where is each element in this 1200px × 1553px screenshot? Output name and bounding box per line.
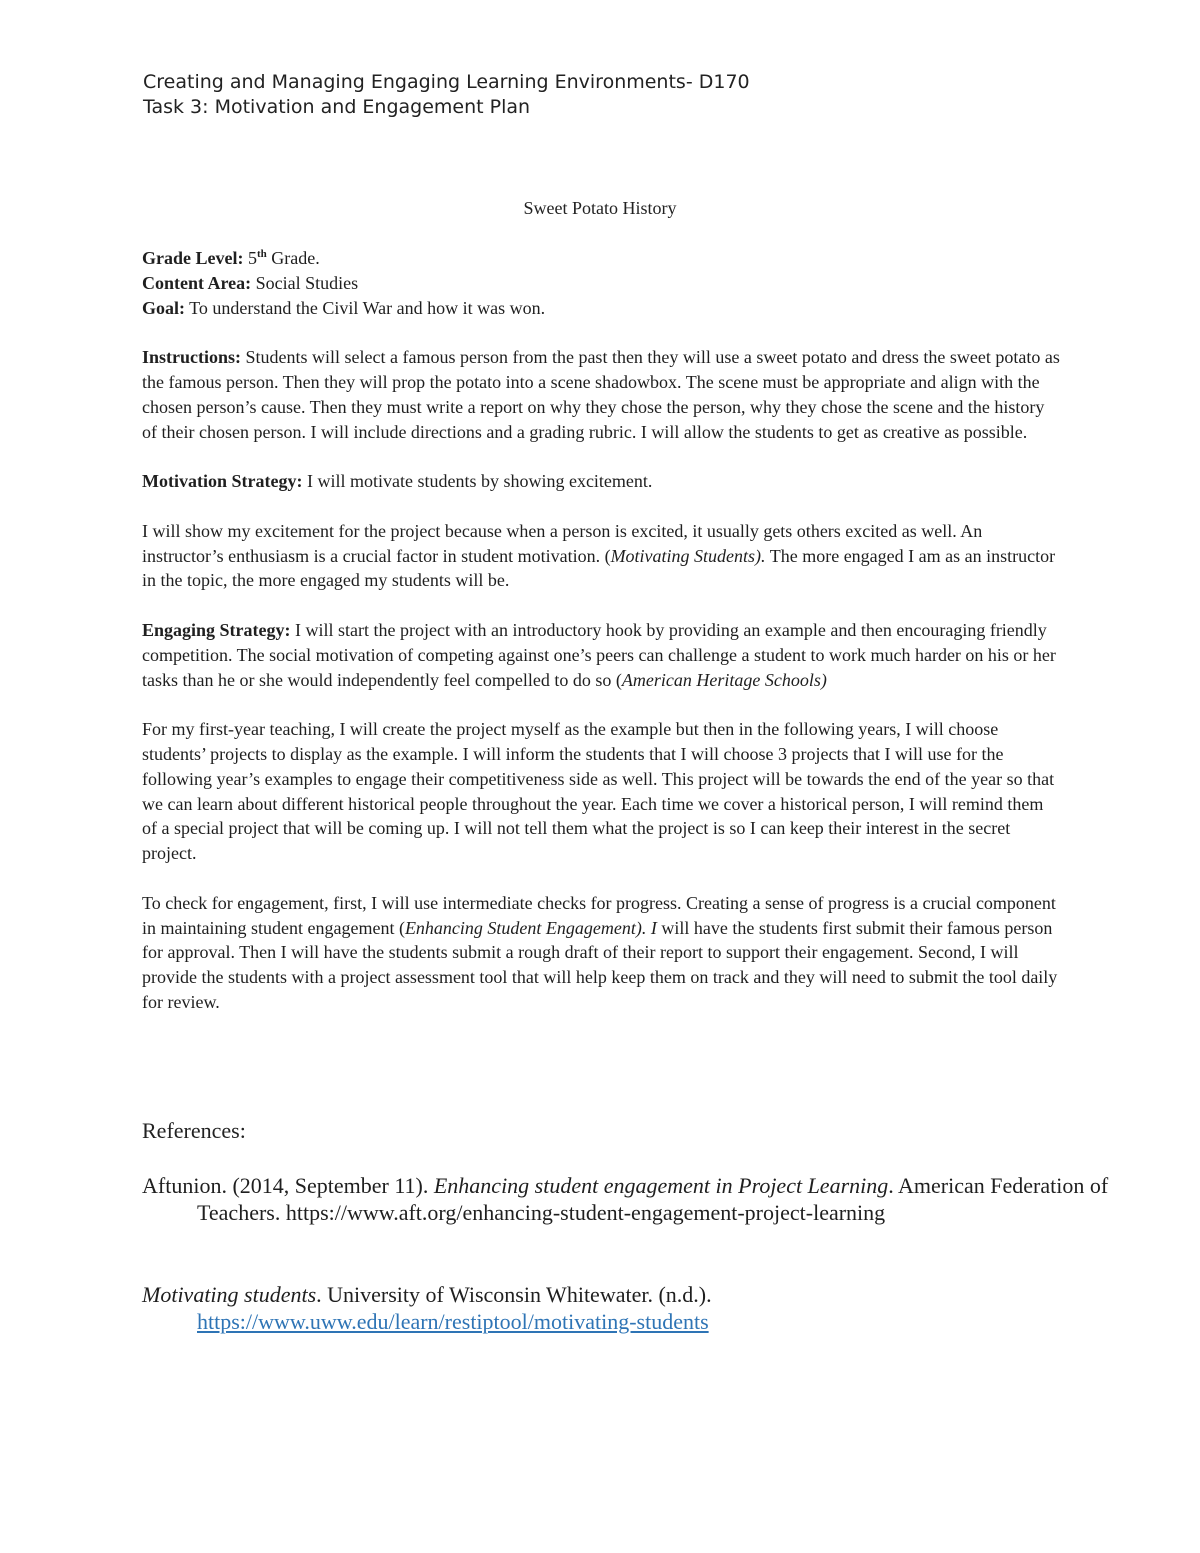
- reference-entry-uww: [142, 1281, 1117, 1335]
- task-title: Task 3: Motivation and Engagement Plan: [143, 96, 531, 118]
- engaging-citation: American Heritage Schools): [621, 669, 827, 690]
- grade-level-rest: Grade.: [266, 248, 320, 268]
- check-engagement-paragraph: [142, 891, 1062, 1015]
- first-year-paragraph: For my first-year teaching, I will create the project myself as the example but then in the following years, I will choose students’ projects to display as the example. I will inform the students that I will choose 3 projects that I will use for the following year’s examples to engage their competitiveness side as well. This project will be towards the end of the year so that we can learn about different historical people throughout the year. Each time we cover a historical person, I will remind them of a special project that will be coming up. I will not tell them what the project is so I can keep their interest in the secret project.: [142, 719, 1055, 864]
- motivation-label: Motivation Strategy:: [142, 471, 303, 492]
- goal-value: To understand the Civil War and how it was won.: [185, 297, 546, 318]
- grade-level-suffix: th: [256, 248, 267, 260]
- motivation-text: I will motivate students by showing excitement.: [302, 471, 653, 492]
- references-heading: References:: [142, 1118, 246, 1143]
- instructions-label: Instructions:: [142, 347, 242, 368]
- ref1-source: . American Federation of Teachers. https://www.aft.org/enhancing-student-engagement-project-learning: [197, 1173, 1109, 1225]
- document-header: [143, 70, 750, 120]
- grade-level-number: 5: [247, 248, 257, 268]
- document-body: [142, 246, 1062, 1015]
- goal-line: [142, 296, 1062, 321]
- ref1-author: Aftunion. (2014, September 11).: [142, 1173, 434, 1198]
- check-text-2: will have the students first submit their famous person for approval. Then I will have the students submit a rough draft of their report to support their engagement. Second, I will provide the students with a project assessment tool that will help keep them on track and they will need to submit the tool daily for review.: [142, 917, 1058, 1012]
- ref1-title: Enhancing student engagement in Project Learning: [433, 1173, 889, 1198]
- content-area-line: [142, 271, 1062, 296]
- excitement-citation: Motivating Students).: [610, 545, 766, 566]
- motivation-paragraph: [142, 469, 1062, 494]
- check-text-1: To check for engagement, first, I will use intermediate checks for progress. Creating a sense of progress is a crucial component in maintaining student engagement (: [142, 892, 1056, 938]
- engaging-label: Engaging Strategy:: [142, 619, 291, 640]
- goal-label: Goal:: [142, 297, 185, 318]
- content-area-label: Content Area:: [142, 272, 252, 293]
- ref2-title: Motivating students: [142, 1282, 317, 1307]
- course-title: Creating and Managing Engaging Learning Environments- D170: [143, 71, 750, 93]
- content-area-value: Social Studies: [251, 272, 359, 293]
- check-citation: Enhancing Student Engagement). I: [404, 917, 657, 938]
- engaging-paragraph: [142, 618, 1062, 692]
- lesson-title: Sweet Potato History: [523, 198, 677, 218]
- excitement-text-1: I will show my excitement for the project because when a person is excited, it usually gets others excited as well. An instructor’s enthusiasm is a crucial factor in student motivation. (: [142, 520, 983, 566]
- instructions-text: Students will select a famous person from the past then they will use a sweet potato and dress the sweet potato as the famous person. Then they will prop the potato into a scene shadowbox. The scene must be appropriate and align with the chosen person’s cause. Then they must write a report on why they chose the person, why they chose the scene and the history of their chosen person. I will include directions and a grading rubric. I will allow the students to get as creative as possible.: [142, 347, 1060, 442]
- engaging-text: I will start the project with an introductory hook by providing an example and then encouraging friendly competition. The social motivation of competing against one’s peers can challenge a student to work much harder on his or her tasks than he or she would independently feel compelled to do so (: [142, 619, 1056, 690]
- reference-entry-aft: [142, 1172, 1117, 1226]
- excitement-paragraph: [142, 519, 1062, 593]
- grade-level-label: Grade Level:: [142, 248, 244, 268]
- grade-level-line: [142, 246, 1062, 271]
- ref2-link[interactable]: https://www.uww.edu/learn/restiptool/motivating-students: [197, 1309, 709, 1334]
- excitement-text-2: The more engaged I am as an instructor in the topic, the more engaged my students will be.: [142, 545, 1056, 591]
- ref2-source: . University of Wisconsin Whitewater. (n.d.).: [316, 1282, 712, 1307]
- instructions-paragraph: [142, 345, 1062, 444]
